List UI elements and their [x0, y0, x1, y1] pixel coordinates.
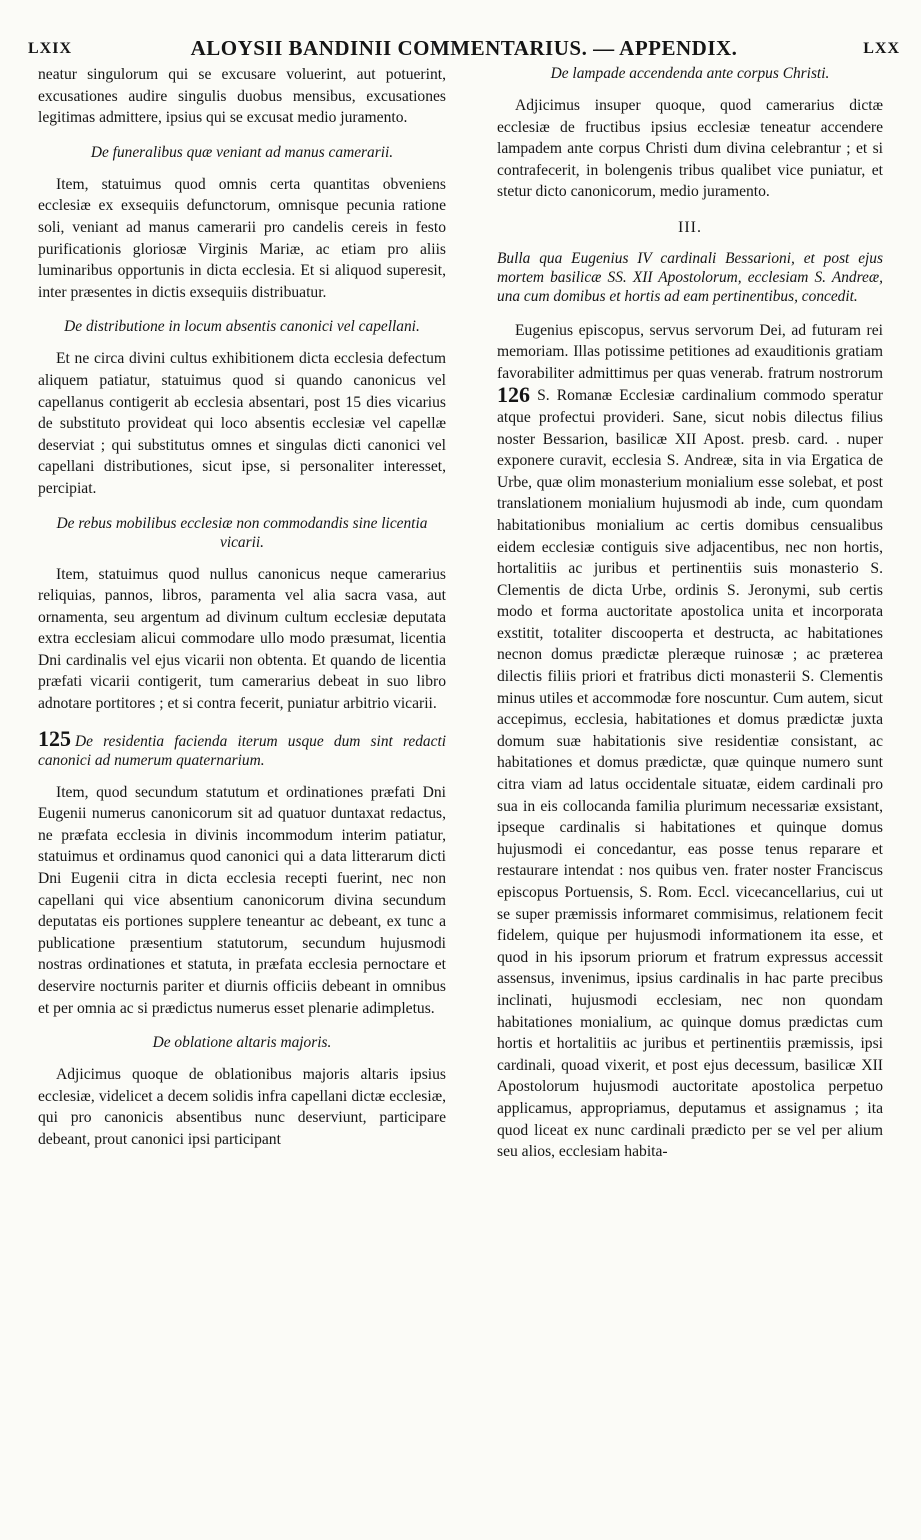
- heading-distributione: De distributione in locum absentis canonici vel capellani.: [64, 318, 420, 336]
- heading-lampade: De lampade accendenda ante corpus Christi.: [550, 65, 830, 82]
- paragraph-bull: [497, 320, 883, 1163]
- paragraph-lampade: Adjicimus insuper quoque, quod camerarius dictæ ecclesiæ de fructibus ipsius ecclesiæ teneatur accendere lampadem ante corpus Christi dum divina celebrantur ; et si contrafecerit, in bolengenis tribus qualibet vice puniatur, et stetur dicto canonicorum, medio juramento.: [497, 97, 883, 201]
- paragraph-oblatione: Adjicimus quoque de oblationibus majoris altaris ipsius ecclesiæ, videlicet a decem solidis infra capellani dictæ ecclesiæ, qui pro canonicis absentibus nunc deserviunt, participare debeant, prout canonici ipsi participant: [38, 1066, 446, 1148]
- bull-title: Bulla qua Eugenius IV cardinali Bessarioni, et post ejus mortem basilicæ SS. XII Apostolorum, ecclesiam S. Andreæ, una cum domibus et hortis ad eam pertinentibus, concedit.: [497, 249, 883, 305]
- bull-text-start: Eugenius episcopus, servus servorum Dei, ad futuram rei memoriam. Illas potissime petitiones ad exauditionis gratiam favorabiliter admittimus per quas venerab. fratrum nostrorum: [497, 321, 883, 382]
- running-header: [28, 36, 900, 62]
- paragraph-funeralibus: Item, statuimus quod omnis certa quantitas obveniens ecclesiæ ex exsequiis defunctorum, omnisque pecunia ratione soli, veniant ad manus camerarii pro candelis cereis in festo purificationis gloriosæ Virginis Mariæ, ac etiam pro aliis luminaribus opportunis in dicta ecclesia. Et si aliquod superesit, inter præsentes in dictis exsequiis distribuatur.: [38, 175, 446, 301]
- bull-text-continued: S. Romanæ Ecclesiæ cardinalium commodo speratur atque profectui provideri. Sane, sicut nobis dilectus filius noster Bessarion, basilicæ XII Apost. presb. card. . nuper exponere curavit, ecclesia S. Andreæ, sita in via Ergatica de Urbe, quæ olim monasterium monialium esse solebat, et post translationem monialium hujusmodi ab inde, cum quondam habitationibus monialium ac certis domibus censualibus eidem ecclesiæ contiguis sive adjacentibus, nec non hortis, hortalitiis ac juribus et pertinentiis suis monasterio S. Clementis de dicta Urbe, ordinis S. Jeronymi, sub certis modo et forma auctoritate apostolica unita et incorporata exstitit, totaliter discooperta et destructa, ac habitationes necnon domus prædictæ pleræque ruinosæ ; ac præterea dilectis filiis priori et fratribus dicti monasterii S. Clementis minus utiles et accommodæ fore noscuntur. Cum autem, sicut accepimus, ecclesia, habitationes et domus prædictæ juxta domum suæ habitationis sive residentiæ consistant, ac habitationes et domus prædictæ, quæ quinque numero sunt citra viam ad latus occidentale situatæ, eidem cardinali pro sua in eis collocanda familia plurimum necessariæ exsistant, ipseque cardinalis si habitationes et quinque domus hujusmodi ei concedantur, eas posse tenus reparare et restaurare intendat : nos quibus ven. frater noster Franciscus episcopus Portuensis, S. Rom. Eccl. vicecancellarius, cui ut se super præmissis informaret commisimus, relationem fecit fidelem, quique per hujusmodi informationem ita esse, et quod in his ipsorum priorum et fratrum expressus accessit assensus, invenimus, ipsius cardinalis in hac parte precibus inclinati, hujusmodi ecclesiam, nec non quondam habitationes monialium, ac quinque domus prædictas cum hortis et hortalitiis ac juribus et pertinentiis præmissis, ipsi cardinali, quoad vixerit, et post ejus decessum, basilicæ XII Apostolorum hujusmodi auctoritate apostolica perpetuo applicamus, appropriamus, deputamus et assignamus ; ita quod liceat ex nunc cardinali prædicto per se vel per alium seu alios, ecclesiam habita-: [497, 387, 884, 1161]
- page-number-left: LXIX: [28, 40, 73, 57]
- left-column: [38, 64, 446, 1151]
- section-number: III.: [678, 218, 702, 236]
- paragraph-residentia: Item, quod secundum statutum et ordinationes præfati Dni Eugenii numerus canonicorum sit ad quatuor duntaxat redactus, ne præfata ecclesia in divinis incommodum interim patiatur, statuimus et ordinamus quod canonici qui a data litterarum dicti Dni Eugenii citra in dicta ecclesia recepti fuerint, nec non capellani qui vice absentium canonicorum divina secundum deputatas eis portiones supplere teneantur ac debeant, ex tunc a publicatione præsentium statutorum, secundum hujusmodi nostras ordinationes et statuta, in præfata ecclesia pernoctare et deservire nocturnis pariter et diurnis officiis debeant in omnibus et per omnia ac si prædictus numerus esset plenarie adimpletus.: [38, 783, 446, 1017]
- margin-number-125: 125: [38, 725, 71, 751]
- heading-residentia-text: De residentia facienda iterum usque dum sint redacti canonici ad numerum quaternarium.: [38, 732, 446, 769]
- heading-oblatione: De oblatione altaris majoris.: [152, 1034, 332, 1052]
- right-column: [497, 64, 883, 1163]
- paragraph-distributione: Et ne circa divini cultus exhibitionem dicta ecclesia defectum aliquem patiatur, statuimus quod si quando canonicus vel capellanus contigerit ab ecclesia absentari, post 15 dies vicarius de substituto provideat qui loco absentis ecclesiæ vel capellæ deserviat ; qui substitutus omnes et singulas dicti canonici vel capellani distributiones, sicut ipse, si personaliter interesset, percipiat.: [38, 350, 446, 497]
- running-title: ALOYSII BANDINII COMMENTARIUS. — APPENDIX.: [190, 36, 738, 60]
- paragraph-rebus-mobilibus: Item, statuimus quod nullus canonicus neque camerarius reliquias, pannos, libros, paramenta vel alia sacra vasa, aut ornamenta, seu argentum ad divinum cultum ecclesiæ deputata extra ecclesiam alicui commodare ullo modo præsumat, licentia Dni cardinalis vel ejus vicarii non obtenta. Et quando de licentia præfati vicarii contigerit, tum camerarius debeat in suo libro adnotare portitores ; et si contra fecerit, puniatur arbitrio vicarii.: [38, 565, 446, 713]
- page-number-right: LXX: [863, 40, 900, 57]
- heading-rebus-mobilibus: De rebus mobilibus ecclesiæ non commodandis sine licentia vicarii.: [56, 514, 428, 551]
- heading-funeralibus: De funeralibus quæ veniant ad manus camerarii.: [90, 143, 394, 161]
- heading-residentia: [38, 725, 446, 770]
- paragraph-intro: neatur singulorum qui se excusare voluerint, aut potuerint, excusationes audire singulis duobus mensibus, excusationes legitimas admittere, ipsius qui se excusat medio juramento.: [38, 66, 446, 127]
- margin-number-126: 126: [497, 382, 530, 408]
